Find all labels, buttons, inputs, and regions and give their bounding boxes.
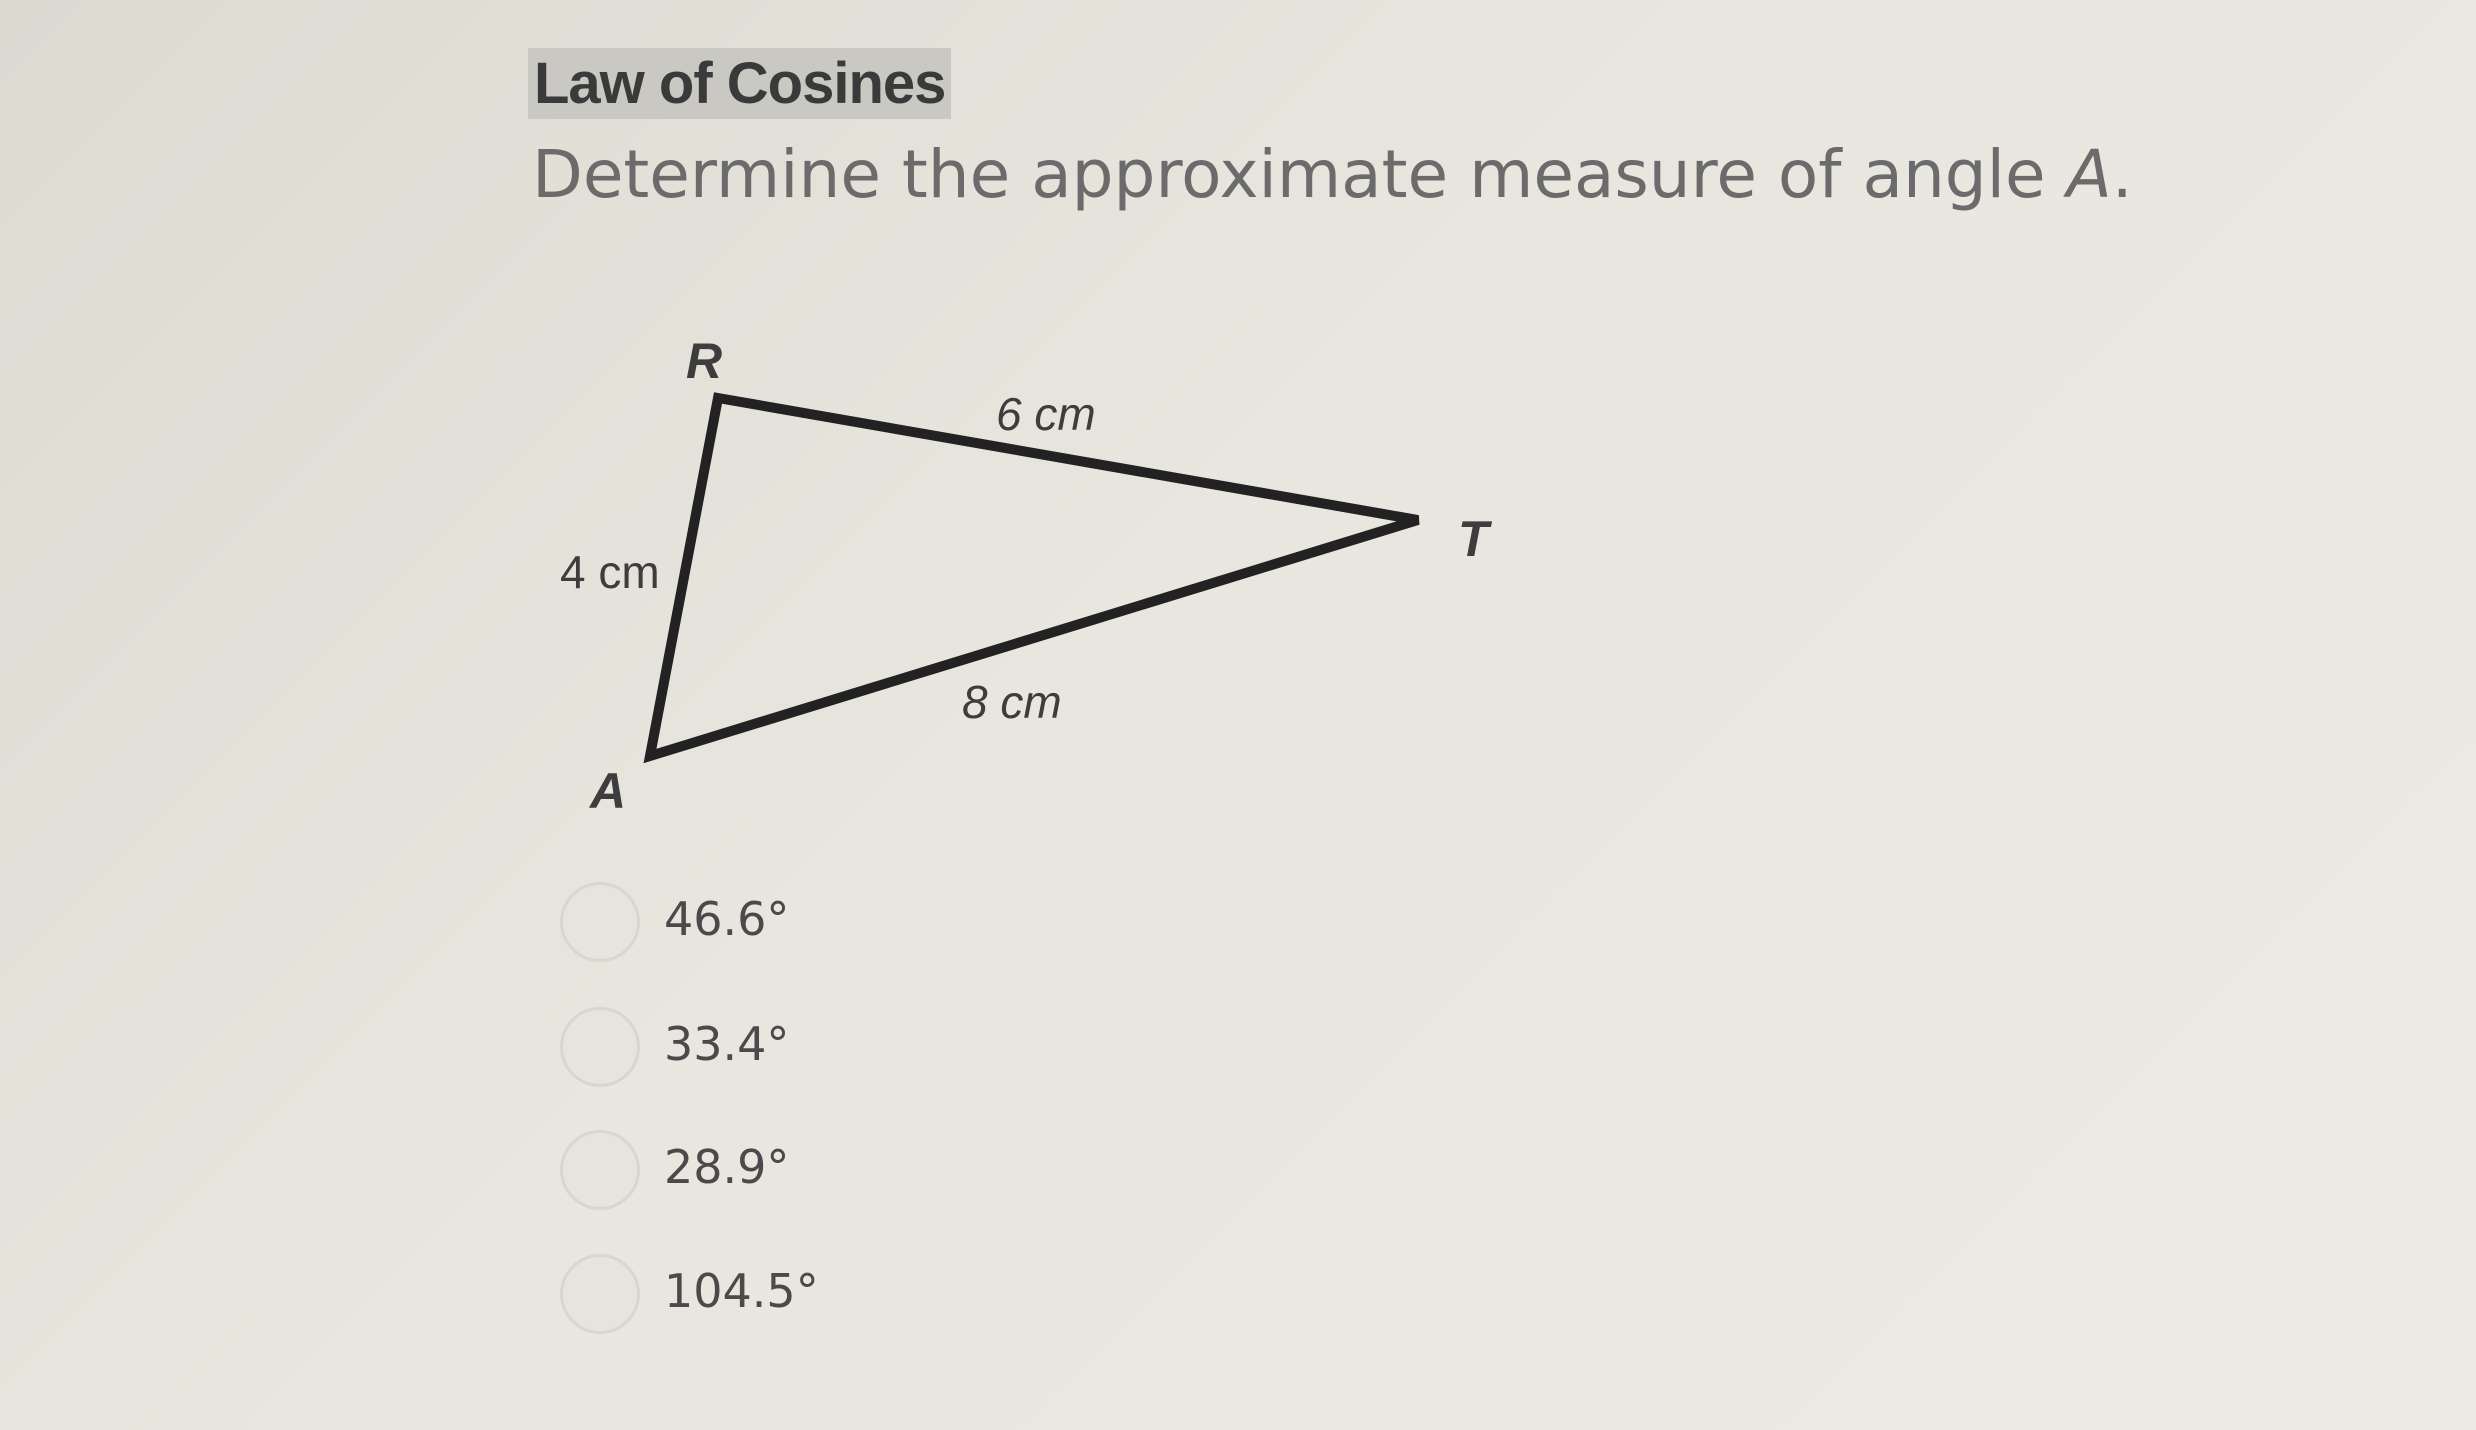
vertex-label-a: A: [590, 763, 627, 819]
angle-variable: A: [2066, 136, 2112, 213]
radio-button[interactable]: [560, 1254, 640, 1334]
answer-option-label: 46.6°: [664, 892, 790, 946]
question-text: Determine the approximate measure of angle: [532, 136, 2067, 213]
radio-button[interactable]: [560, 1007, 640, 1087]
radio-button[interactable]: [560, 882, 640, 962]
answer-option-label: 28.9°: [664, 1140, 790, 1194]
answer-option[interactable]: [560, 1128, 1060, 1218]
vertex-label-r: R: [686, 333, 723, 389]
answer-option[interactable]: [560, 880, 1060, 970]
section-title: Law of Cosines: [528, 48, 951, 119]
radio-button[interactable]: [560, 1130, 640, 1210]
answer-option[interactable]: [560, 1005, 1060, 1095]
side-label-rt: 6 cm: [996, 388, 1096, 440]
side-label-ra: 4 cm: [560, 546, 660, 598]
answer-option-label: 104.5°: [664, 1264, 819, 1318]
side-label-at: 8 cm: [962, 676, 1062, 728]
vertex-label-t: T: [1458, 511, 1489, 567]
answer-option[interactable]: [560, 1252, 1060, 1342]
answer-option-label: 33.4°: [664, 1017, 790, 1071]
question-period: .: [2111, 136, 2133, 213]
